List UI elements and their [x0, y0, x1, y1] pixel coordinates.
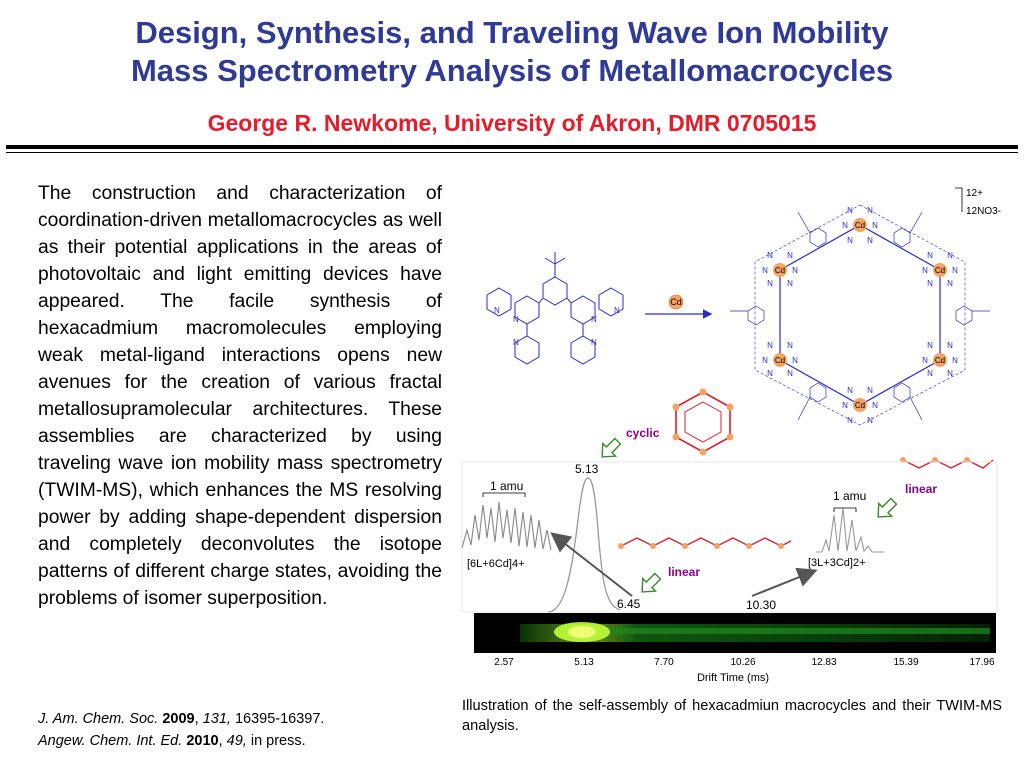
n-label: N	[927, 279, 933, 288]
reference-2: Angew. Chem. Int. Ed. 2010, 49, in press.	[38, 733, 306, 749]
linear-schematic-top	[872, 457, 993, 523]
n-label: N	[922, 266, 928, 275]
n-label: N	[591, 315, 597, 324]
green-arrow-icon	[636, 570, 664, 598]
counterion-label: 12NO3-	[966, 206, 1002, 217]
n-label: N	[513, 315, 519, 324]
n-label: N	[872, 401, 878, 410]
cd-label: Cd	[854, 221, 866, 230]
n-label: N	[867, 416, 873, 425]
isotope-spectrum-left	[462, 502, 551, 550]
header-rule-thick	[6, 145, 1018, 149]
ligand-n-labels	[494, 306, 620, 347]
reaction-arrow	[645, 295, 710, 314]
ion-label-left: [6L+6Cd]4+	[467, 558, 525, 570]
x-tick: 15.39	[893, 657, 919, 668]
n-label: N	[787, 251, 793, 260]
linear-schematic-mid	[618, 538, 791, 598]
peak-label-1030: 10.30	[746, 598, 777, 612]
body-paragraph: The construction and characterization of coordination-driven metallomacrocycles as well as their potential applications in the areas of photovoltaic and light emitting devices have appeared. The facile synthesis of hexacadmium macromolecules employing weak metal-ligand interactions opens new avenues for the creation of various fractal metallosupramolecular architectures. These assemblies are characterized by using traveling wave ion mobility mass spectrometry (TWIM-MS), which enhances the MS resolving power by adding shape-dependent dispersion and completely deconvolutes the isotope patterns of different charge states, avoiding the problems of isomer superposition.	[38, 183, 442, 609]
x-tick: 12.83	[811, 657, 837, 668]
x-axis-ticks	[494, 657, 995, 668]
n-label: N	[867, 206, 873, 215]
ref2-year: 2010	[186, 733, 219, 749]
n-label: N	[767, 279, 773, 288]
cd-centers	[773, 218, 947, 412]
page-title	[0, 14, 1024, 90]
n-label: N	[847, 416, 853, 425]
n-label: N	[762, 266, 768, 275]
ref1-pages: 16395-16397.	[234, 711, 325, 727]
linear-label-top: linear	[905, 482, 938, 496]
n-label: N	[842, 401, 848, 410]
green-arrow-icon	[596, 435, 624, 463]
amu-label-left: 1 amu	[490, 479, 524, 493]
n-label: N	[927, 369, 933, 378]
n-label: N	[947, 279, 953, 288]
n-label: N	[767, 341, 773, 350]
x-tick: 2.57	[494, 657, 514, 668]
n-label: N	[591, 338, 597, 347]
header-rule-thin	[6, 152, 1018, 153]
peak-label-645: 6.45	[617, 597, 641, 611]
title-line-1: Design, Synthesis, and Traveling Wave Ion Mobility	[135, 15, 889, 50]
n-label: N	[494, 306, 500, 315]
n-label: N	[787, 369, 793, 378]
n-label: N	[787, 341, 793, 350]
n-label: N	[792, 266, 798, 275]
n-label: N	[767, 369, 773, 378]
cd-reagent-label: Cd	[670, 297, 682, 307]
n-label: N	[947, 369, 953, 378]
ref1-volume: 131,	[202, 711, 231, 727]
reference-1: J. Am. Chem. Soc. 2009, 131, 16395-16397.	[38, 711, 325, 727]
n-label: N	[792, 356, 798, 365]
cd-label: Cd	[934, 356, 946, 365]
x-axis-label: Drift Time (ms)	[696, 672, 770, 684]
n-label: N	[947, 251, 953, 260]
n-label: N	[927, 251, 933, 260]
title-line-2: Mass Spectrometry Analysis of Metallomacrocycles	[130, 53, 894, 88]
ligand-structure	[487, 252, 623, 364]
n-label: N	[767, 251, 773, 260]
n-label: N	[842, 221, 848, 230]
references	[38, 708, 442, 752]
cd-label: Cd	[934, 266, 946, 275]
ref2-pages: in press.	[250, 733, 306, 749]
n-label: N	[867, 386, 873, 395]
ref2-volume: 49,	[226, 733, 247, 749]
n-label: N	[847, 236, 853, 245]
n-label: N	[867, 236, 873, 245]
n-label: N	[952, 356, 958, 365]
drift-peak-main	[548, 478, 620, 612]
x-tick: 7.70	[654, 657, 674, 668]
isotope-spectrum-right	[816, 508, 884, 552]
peak-label-main: 5.13	[575, 462, 599, 476]
amu-label-right: 1 amu	[833, 489, 867, 503]
n-label: N	[847, 386, 853, 395]
figure-caption: Illustration of the self-assembly of hexacadmiun macrocycles and their TWIM-MS analysis.	[462, 698, 1002, 734]
figure-panel	[460, 175, 1022, 690]
cd-label: Cd	[854, 401, 866, 410]
ref1-journal: J. Am. Chem. Soc.	[38, 711, 159, 727]
cyclic-schematic	[596, 389, 734, 464]
cd-label: Cd	[774, 266, 786, 275]
n-label: N	[614, 306, 620, 315]
linear-label-mid: linear	[668, 565, 701, 579]
n-label: N	[762, 356, 768, 365]
n-label: N	[787, 279, 793, 288]
x-tick: 17.96	[969, 657, 995, 668]
n-label: N	[847, 206, 853, 215]
cyclic-label: cyclic	[626, 426, 660, 440]
macrocycle-structure	[730, 188, 1001, 425]
x-tick: 10.26	[730, 657, 756, 668]
n-label: N	[947, 341, 953, 350]
n-label: N	[872, 221, 878, 230]
x-tick: 5.13	[574, 657, 594, 668]
green-arrow-icon	[872, 495, 900, 523]
n-label: N	[922, 356, 928, 365]
cd-label: Cd	[774, 356, 786, 365]
ref2-journal: Angew. Chem. Int. Ed.	[38, 733, 183, 749]
author-line: George R. Newkome, University of Akron, DMR 0705015	[207, 110, 817, 136]
n-label: N	[952, 266, 958, 275]
ion-label-right: [3L+3Cd]2+	[808, 557, 866, 569]
n-label: N	[513, 338, 519, 347]
ref1-year: 2009	[162, 711, 195, 727]
charge-label: 12+	[966, 188, 983, 199]
n-label: N	[927, 341, 933, 350]
